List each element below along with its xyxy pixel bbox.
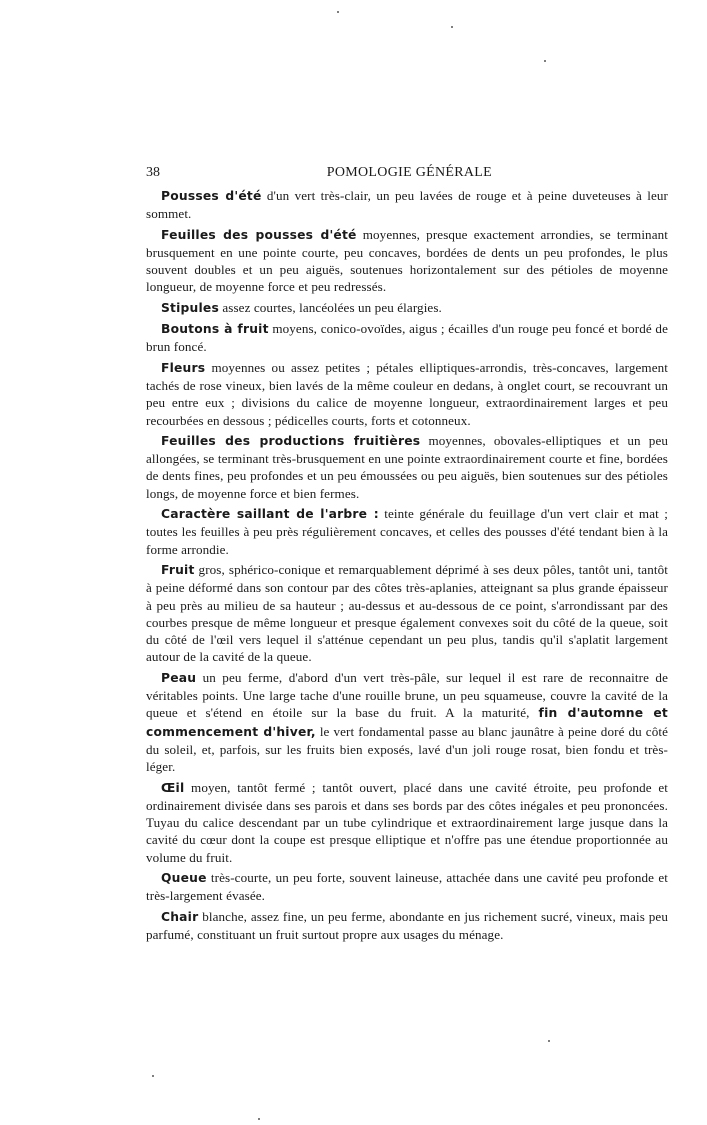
description: moyens, conico-ovoïdes, aigus ; écailles d'un rouge peu foncé et bordé de brun foncé. <box>146 321 668 355</box>
paragraph-feuilles-productions <box>146 432 668 502</box>
description: moyennes, obovales-elliptiques et un peu allongées, se terminant très-brusquement en une pointe extraordinairement courte et fine, bordées de dents fines, peu profondes et un peu émoussées ou peu aiguës, bien soutenues sur des pétioles longs, de moyenne force et bien fermes. <box>146 432 669 501</box>
description: moyen, tantôt fermé ; tantôt ouvert, placé dans une cavité étroite, peu profonde et ordinairement divisée dans ses parois et dans ses bords par des côtes inégales et peu prononcées. Tuyau du calice descendant par un tube cylindrique et extraordinairement large jusque dans la cavité du cœur dont la coupe est presque elliptique et n'offre pas une étendue proportionnée au volume du fruit. <box>146 779 668 865</box>
term: Feuilles des productions fruitières <box>161 433 421 448</box>
term: Pousses d'été <box>161 189 262 203</box>
scan-speck <box>544 60 546 62</box>
term: Boutons à fruit <box>161 322 269 337</box>
term: Œil <box>161 780 185 795</box>
running-title: POMOLOGIE GÉNÉRALE <box>326 165 492 180</box>
book-page <box>146 165 668 946</box>
scan-speck <box>152 1075 154 1077</box>
term: Chair <box>161 909 199 924</box>
paragraph-peau <box>146 669 668 776</box>
maturity-emphasis: fin d'automne et commencement d'hiver, <box>146 706 668 739</box>
paragraph-queue <box>146 869 668 905</box>
paragraph-chair <box>146 908 668 944</box>
paragraph-boutons <box>146 320 668 356</box>
paragraph-caractere <box>146 505 668 558</box>
description: blanche, assez fine, un peu ferme, abondante en jus richement sucré, vineux, mais peu parfumé, constituant un fruit surtout propre aux usages du ménage. <box>146 908 668 942</box>
term: Queue <box>161 870 207 885</box>
description: gros, sphérico-conique et remarquablement déprimé à ses deux pôles, tantôt uni, tantôt à peine déformé dans son contour par des côtes très-aplanies, atteignant sa plus grande épaisseur à peu près au milieu de sa hauteur ; au-dessus et au-dessous de ce point, s'arrondissant par des courbes presque de même longueur et presque également convexes soit du côté de la queue, soit du côté de l'œil vers lequel il s'atténue cependant un peu plus, tandis qu'il s'aplatit largement autour de la cavité de la queue. <box>146 561 668 665</box>
term: Feuilles des pousses d'été <box>161 227 357 242</box>
scan-speck <box>548 1040 550 1042</box>
description: moyennes ou assez petites ; pétales elliptiques-arrondis, très-concaves, largement tachés de rose vineux, bien lavés de la même couleur en dedans, à onglet court, se recouvrant un peu entre eux ; divisions du calice de moyenne longueur, extraordinairement larges et peu recourbées en dessous ; pédicelles courts, forts et cotonneux. <box>146 359 668 428</box>
paragraph-fleurs <box>146 359 668 429</box>
description: teinte générale du feuillage d'un vert clair et mat ; toutes les feuilles à peu près régulièrement concaves, et celles des pousses d'été tendant bien à la forme arrondie. <box>146 506 668 557</box>
term: Peau <box>161 670 197 685</box>
term: Caractère saillant de l'arbre : <box>161 507 379 522</box>
page-number: 38 <box>146 165 160 180</box>
scan-speck <box>258 1118 260 1120</box>
paragraph-stipules <box>146 299 668 317</box>
description: très-courte, un peu forte, souvent laineuse, attachée dans une cavité peu profonde et très-largement évasée. <box>146 869 668 904</box>
description: d'un vert très-clair, un peu lavées de rouge et à peine duveteuses à leur sommet. <box>146 188 668 222</box>
term: Fruit <box>161 562 195 577</box>
term: Stipules <box>161 300 219 315</box>
term: Fleurs <box>161 360 206 375</box>
description-continued: le vert fondamental passe au blanc jaunâtre à peine doré du côté du soleil, et, parfois, sur les fruits bien exposés, lavé d'un joli rouge rosat, bien fondu et très-léger. <box>146 723 668 775</box>
scan-speck <box>451 26 453 28</box>
scan-speck <box>337 11 339 13</box>
paragraph-pousses <box>146 187 668 223</box>
paragraph-feuilles-pousses <box>146 226 668 296</box>
paragraph-fruit <box>146 561 668 666</box>
description: assez courtes, lancéolées un peu élargies. <box>218 299 442 315</box>
page-header <box>146 165 668 187</box>
description: un peu ferme, d'abord d'un vert très-pâle, sur lequel il est rare de reconnaitre de véritables points. Une large tache d'une rouille brune, un peu squameuse, couvre la cavité de la queue et s'étend en étoile sur la base du fruit. A la maturité, <box>146 669 668 721</box>
description: moyennes, presque exactement arrondies, se terminant brusquement en une pointe courte, peu concaves, bordées de dents un peu profondes, le plus souvent doubles et un peu aiguës, soutenues horizontalement sur des pétioles de moyenne longueur, de moyenne force et peu redressés. <box>146 226 669 295</box>
paragraph-oeil <box>146 779 668 866</box>
